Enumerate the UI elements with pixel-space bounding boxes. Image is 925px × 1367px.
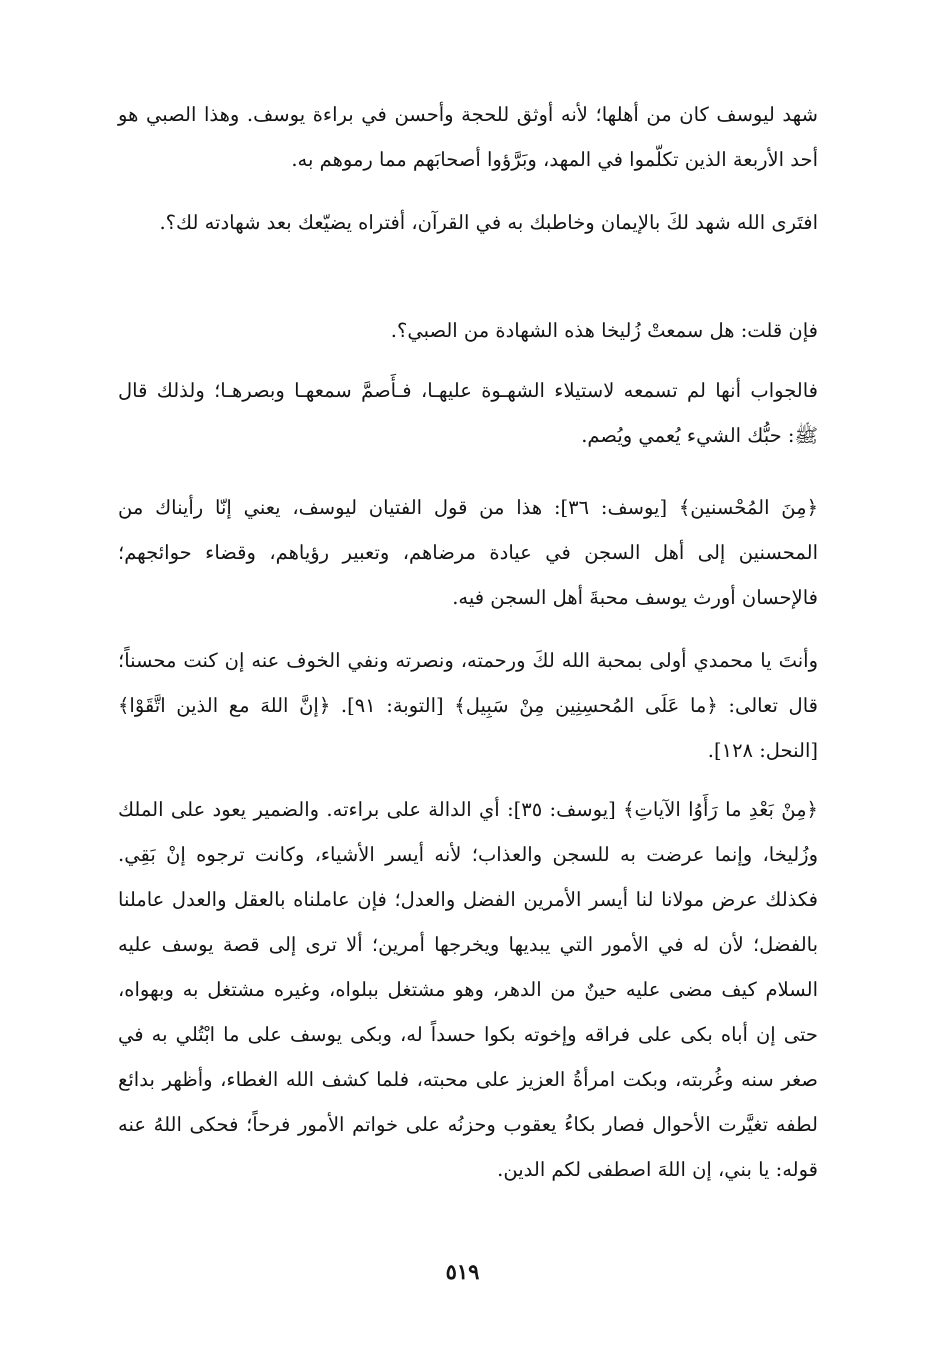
paragraph-2: افتَرى الله شهد لكَ بالإيمان وخاطبك به في القرآن، أفتراه يضيّعك بعد شهادته لك؟. xyxy=(159,211,818,234)
paragraph-1: شهد ليوسف كان من أهلها؛ لأنه أوثق للحجة وأحسن في براءة يوسف. وهذا الصبي هو أحد الأربعة الذين تكلّموا في المهد، وبَرَّؤوا أصحابَهم مما رموهم به. xyxy=(118,103,818,171)
paragraph-6: وأنتَ يا محمدي أولى بمحبة الله لكَ ورحمته، ونصرته ونفي الخوف عنه إن كنت محسناً؛ قال تعالى: ﴿ما عَلَى المُحسِنِين مِنْ سَبِيل﴾ [التوبة: ٩١]. ﴿إنَّ اللهَ مع الذين اتَّقَوْا﴾ [النحل: ١٢٨]. xyxy=(118,649,818,762)
paragraph-3: فإن قلت: هل سمعتْ زُليخا هذه الشهادة من الصبي؟. xyxy=(390,319,818,342)
page-number: ٥١٩ xyxy=(445,1259,480,1284)
paragraph-4: فالجواب أنها لم تسمعه لاستيلاء الشهـوة عليهـا، فـأَصمَّ سمعهـا وبصرهـا؛ ولذلك قال ﷺ: حبُّك الشيء يُعمي ويُصم. xyxy=(118,379,818,447)
paragraph-7: ﴿مِنْ بَعْدِ ما رَأَوُا الآياتِ﴾ [يوسف: ٣٥]: أي الدالة على براءته. والضمير يعود على الملك وزُليخا، وإنما عرضت به للسجن والعذاب؛ لأنه أيسر الأشياء، وكانت ترجوه إنْ بَقِي. فكذلك عرض مولانا لنا أيسر الأمرين الفضل والعدل؛ فإن عاملناه بالعقل والعدل عاملنا بالفضل؛ لأن له في الأمور التي يبديها ويخرجها أمرين؛ ألا ترى إلى قصة يوسف عليه السلام كيف مضى عليه حينٌ من الدهر، وهو مشتغل ببلواه، وغيره مشتغل به وبهواه، حتى إن أباه بكى على فراقه وإخوته بكوا حسداً له، وبكى يوسف على ما ابْتُلي به في صغر سنه وغُربته، وبكت امرأةُ العزيز على محبته، فلما كشف الله الغطاء، وأظهر بدائع لطفه تغيَّرت الأحوال فصار بكاءُ يعقوب وحزنُه على خواتم الأمور فرحاً؛ فحكى اللهُ عنه قوله: يا بني، إن اللهَ اصطفى لكم الدين. xyxy=(118,798,818,1181)
paragraph-5: ﴿مِنَ المُحْسنين﴾ [يوسف: ٣٦]: هذا من قول الفتيان ليوسف، يعني إنّا رأيناك من المحسنين إلى أهل السجن في عيادة مرضاهم، وتعبير رؤياهم، وقضاء حوائجهم؛ فالإحسان أورث يوسف محبةَ أهل السجن فيه. xyxy=(118,496,818,609)
